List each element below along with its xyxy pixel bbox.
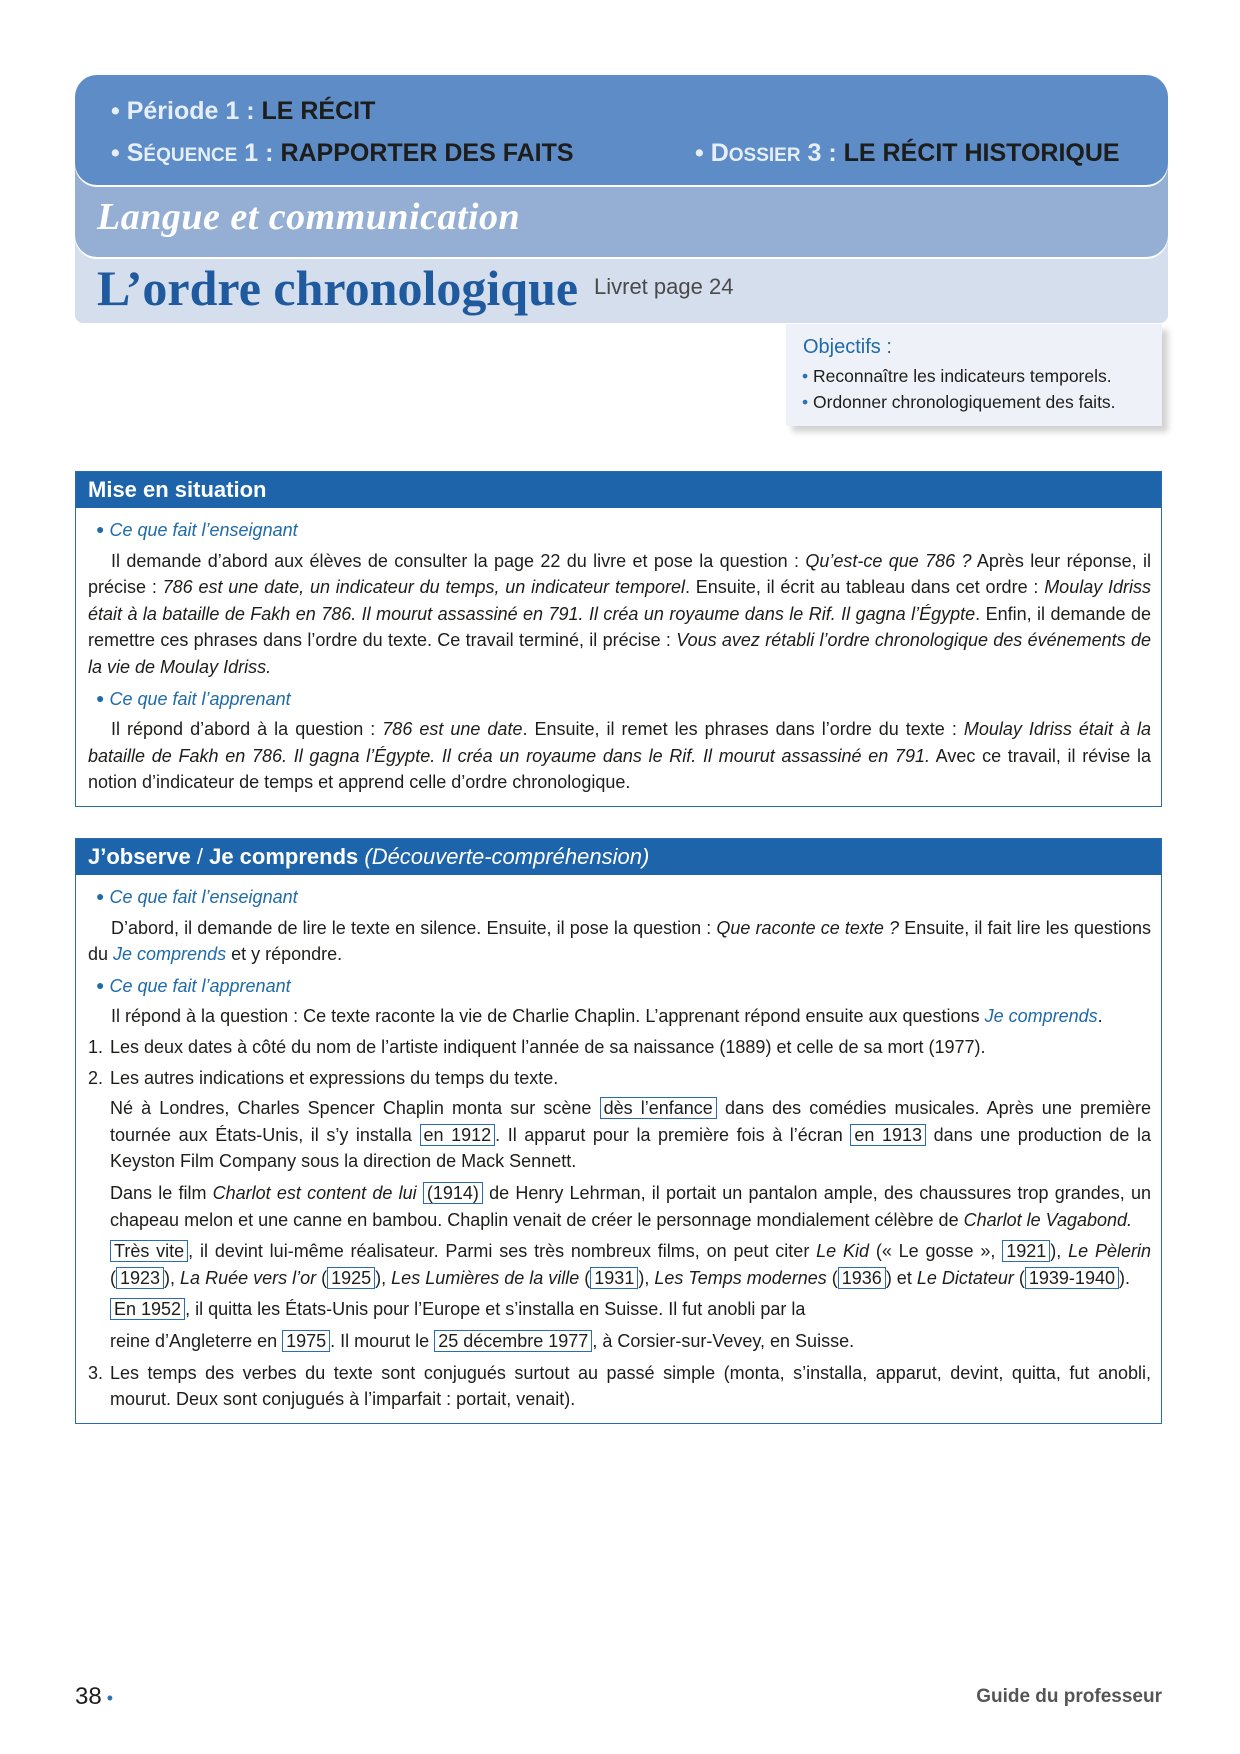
sequence-label-initial: S xyxy=(126,139,144,167)
text-run: ), xyxy=(638,1267,655,1288)
dossier-label-initial: D xyxy=(710,139,729,167)
objective-bullet: • xyxy=(802,392,813,412)
period-label: Période 1 : xyxy=(126,97,262,125)
time-indicator: dès l’enfance xyxy=(600,1097,717,1119)
time-indicator: 25 décembre 1977 xyxy=(434,1330,592,1352)
objective-text: Reconnaître les indicateurs temporels. xyxy=(813,366,1112,386)
text-run: . xyxy=(1097,1006,1103,1027)
text-run: , à Corsier-sur-Vevey, en Suisse. xyxy=(592,1330,855,1351)
objective-item xyxy=(802,366,1112,387)
section-body xyxy=(76,508,1161,806)
objectives-title: Objectifs : xyxy=(803,336,892,358)
page-reference: Livret page 24 xyxy=(594,274,734,299)
teacher-paragraph xyxy=(88,548,1151,681)
text-run: . Il apparut pour la première fois à l’écran xyxy=(495,1124,851,1145)
page-number-dot: • xyxy=(101,1688,114,1708)
answer-2 xyxy=(88,1065,1151,1092)
text-excerpt-1 xyxy=(110,1095,1151,1175)
dossier-line xyxy=(695,139,1120,168)
role-learner xyxy=(96,685,1151,713)
heading-observe: J’observe xyxy=(88,844,191,869)
role-teacher xyxy=(96,516,1151,544)
sequence-label-number: 1 : xyxy=(237,139,281,167)
text-run: dans des comédies musicales. Après une première tournée aux États-Unis, il s’y installa xyxy=(110,1098,1152,1145)
section-heading xyxy=(76,839,1161,875)
text-run: Ensuite, il fait lire les questions du xyxy=(88,917,1152,965)
sequence-bullet: • xyxy=(111,139,127,167)
text-run: , il devint lui-même réalisateur. Parmi ses très nombreux films, on peut citer xyxy=(188,1241,817,1262)
answer-number: 2. xyxy=(88,1067,104,1088)
text-run: . Ensuite, il écrit au tableau dans cet ordre : xyxy=(684,577,1045,598)
text-run: et y répondre. xyxy=(226,944,343,965)
time-indicator: 1921 xyxy=(1002,1240,1050,1262)
text-run: ). xyxy=(1118,1267,1130,1288)
text-run: ( xyxy=(826,1267,838,1288)
time-indicator: En 1952 xyxy=(110,1298,185,1320)
text-run: Dans le film xyxy=(110,1182,213,1203)
subtitle: Langue et communication xyxy=(97,196,521,238)
time-indicator: 1936 xyxy=(838,1267,886,1289)
dossier-bullet: • xyxy=(695,139,711,167)
text-run: ), xyxy=(375,1267,392,1288)
text-run: Je comprends xyxy=(984,1006,1098,1027)
page-number-value: 38 xyxy=(75,1683,102,1710)
bullet-dot-icon: ● xyxy=(96,888,105,904)
text-run: D’abord, il demande de lire le texte en silence. Ensuite, il pose la question : xyxy=(111,917,717,938)
answer-1 xyxy=(88,1034,1151,1061)
text-run: Moulay Idriss était à la bataille de Fakh en 786. Il gagna l’Égypte. Il créa un royaume dans le Rif. Il mourut assassiné en 791. xyxy=(88,719,1152,766)
objective-bullet: • xyxy=(802,366,813,386)
sequence-value: RAPPORTER DES FAITS xyxy=(280,139,574,167)
answer-number: 1. xyxy=(88,1036,104,1057)
text-run: Que raconte ce texte ? xyxy=(716,917,900,938)
text-excerpt-4 xyxy=(110,1296,1151,1323)
text-run: Charlot le Vagabond. xyxy=(963,1209,1133,1230)
header-band-top xyxy=(75,75,1168,185)
time-indicator: 1975 xyxy=(282,1330,330,1352)
answer-text: Les autres indications et expressions du temps du texte. xyxy=(110,1067,559,1088)
text-run: Je comprends xyxy=(113,944,227,965)
sequence-line xyxy=(111,139,574,168)
text-run: La Ruée vers l’or xyxy=(180,1267,317,1288)
text-run: (« Le gosse », xyxy=(869,1241,1003,1262)
role-learner xyxy=(96,972,1151,1000)
teacher-paragraph xyxy=(88,915,1151,968)
time-indicator: Très vite xyxy=(110,1240,188,1262)
text-run: . Enfin, il demande de remettre ces phrases dans l’ordre du texte. Ce travail terminé, il précise : xyxy=(88,603,1151,651)
time-indicator: 1931 xyxy=(590,1267,638,1289)
period-value: LE RÉCIT xyxy=(261,97,376,125)
text-run: ( xyxy=(316,1267,328,1288)
bullet-dot-icon: ● xyxy=(96,976,105,993)
text-run xyxy=(417,1183,423,1203)
heading-subtitle: (Découverte-compréhension) xyxy=(358,844,650,869)
text-excerpt-2 xyxy=(110,1180,1151,1233)
time-indicator: (1914) xyxy=(423,1182,483,1204)
answer-text: Les temps des verbes du texte sont conjugués surtout au passé simple (monta, s’installa, apparut, devint, quitta, fut anobli, mourut. Deux sont conjugués à l’imparfait : portait, venait). xyxy=(110,1362,1151,1410)
text-run: de Henry Lehrman, il portait un pantalon ample, des chaussures trop grandes, un chapeau melon et une canne en bambou. Chaplin venait de créer le personnage mondialement célèbre de xyxy=(110,1182,1151,1230)
role-label: Ce que fait l’enseignant xyxy=(109,520,298,540)
role-label: Ce que fait l’apprenant xyxy=(109,975,291,996)
dossier-label-number: 3 : xyxy=(800,139,844,167)
time-indicator: en 1913 xyxy=(850,1124,926,1146)
text-run: ), xyxy=(1050,1241,1069,1262)
text-run: Il répond d’abord à la question : xyxy=(111,719,383,740)
period-bullet: • xyxy=(111,97,127,125)
learner-paragraph xyxy=(88,1003,1151,1030)
text-run: Qu’est-ce que 786 ? xyxy=(805,550,972,571)
text-run: ), xyxy=(164,1267,181,1288)
text-run: Moulay Idriss était à la bataille de Fakh en 786. Il mourut assassiné en 791. Il créa un royaume dans le Rif. Il gagna l’Égypte xyxy=(88,577,1152,624)
role-label: Ce que fait l’apprenant xyxy=(109,688,291,709)
section-body xyxy=(76,875,1161,1423)
objective-text: Ordonner chronologiquement des faits. xyxy=(813,392,1116,412)
header-banner xyxy=(75,75,1168,323)
text-run: Charlot est content de lui xyxy=(212,1182,417,1203)
text-run: Il demande d’abord aux élèves de consulter la page 22 du livre et pose la question : xyxy=(111,550,806,571)
time-indicator: 1925 xyxy=(327,1267,375,1289)
text-run: ( xyxy=(1013,1267,1025,1288)
text-run: Vous avez rétabli l’ordre chronologique des événements de la vie de Moulay Idriss. xyxy=(88,630,1152,677)
time-indicator: en 1912 xyxy=(420,1124,496,1146)
page-title: L’ordre chronologique xyxy=(97,260,579,316)
text-run: ( xyxy=(110,1267,116,1288)
text-run: Les Lumières de la ville xyxy=(391,1267,580,1288)
text-run: . Ensuite, il remet les phrases dans l’ordre du texte : xyxy=(522,719,964,740)
text-run: Après leur réponse, il précise : xyxy=(88,550,1151,598)
text-run: , il quitta les États-Unis pour l’Europe et s’installa en Suisse. Il fut anobli par la xyxy=(185,1299,806,1320)
sequence-label-small: ÉQUENCE xyxy=(143,145,238,166)
time-indicator: 1939-1940 xyxy=(1025,1267,1119,1289)
time-indicator: 1923 xyxy=(116,1267,164,1289)
text-run: ( xyxy=(579,1267,591,1288)
text-run: Le Dictateur xyxy=(916,1267,1014,1288)
heading-separator: / xyxy=(190,844,210,869)
bullet-dot-icon: ● xyxy=(96,521,105,537)
learner-paragraph xyxy=(88,716,1151,796)
text-excerpt-3 xyxy=(110,1238,1151,1291)
answer-number: 3. xyxy=(88,1362,104,1383)
role-label: Ce que fait l’enseignant xyxy=(109,887,298,907)
objectives-box xyxy=(786,324,1162,426)
text-run: Les Temps modernes xyxy=(654,1267,827,1288)
dossier-label-small: OSSIER xyxy=(728,145,801,166)
text-run: ) et xyxy=(885,1267,917,1288)
page-number xyxy=(75,1683,113,1711)
text-run: . Il mourut le xyxy=(330,1330,435,1351)
text-run: reine d’Angleterre en xyxy=(110,1330,283,1351)
section-mise-en-situation xyxy=(75,471,1162,807)
bullet-dot-icon: ● xyxy=(96,689,105,706)
period-line xyxy=(111,97,375,126)
objective-item xyxy=(802,392,1116,413)
text-run: Avec ce travail, il révise la notion d’indicateur de temps et apprend celle d’ordre chronologique. xyxy=(88,745,1151,793)
section-observe-comprends xyxy=(75,838,1162,1424)
answer-text: Les deux dates à côté du nom de l’artiste indiquent l’année de sa naissance (1889) et celle de sa mort (1977). xyxy=(110,1036,986,1057)
text-run: 786 est une date, un indicateur du temps, un indicateur temporel xyxy=(162,577,685,598)
text-excerpt-5 xyxy=(110,1328,1151,1355)
footer-guide-label: Guide du professeur xyxy=(976,1686,1162,1707)
text-run: dans une production de la Keyston Film Company sous la direction de Mack Sennett. xyxy=(110,1124,1151,1172)
text-run: Il répond à la question : Ce texte raconte la vie de Charlie Chaplin. L’apprenant répond ensuite aux questions xyxy=(111,1006,985,1027)
dossier-value: LE RÉCIT HISTORIQUE xyxy=(843,139,1120,167)
answer-3 xyxy=(88,1360,1151,1413)
text-run: 786 est une date xyxy=(382,719,523,740)
text-run: Né à Londres, Charles Spencer Chaplin monta sur scène xyxy=(110,1098,600,1119)
text-run: Le Kid xyxy=(816,1241,870,1262)
section-heading: Mise en situation xyxy=(76,472,1161,508)
role-teacher xyxy=(96,883,1151,911)
text-run: Le Pèlerin xyxy=(1068,1241,1151,1262)
heading-comprends: Je comprends xyxy=(209,844,359,869)
